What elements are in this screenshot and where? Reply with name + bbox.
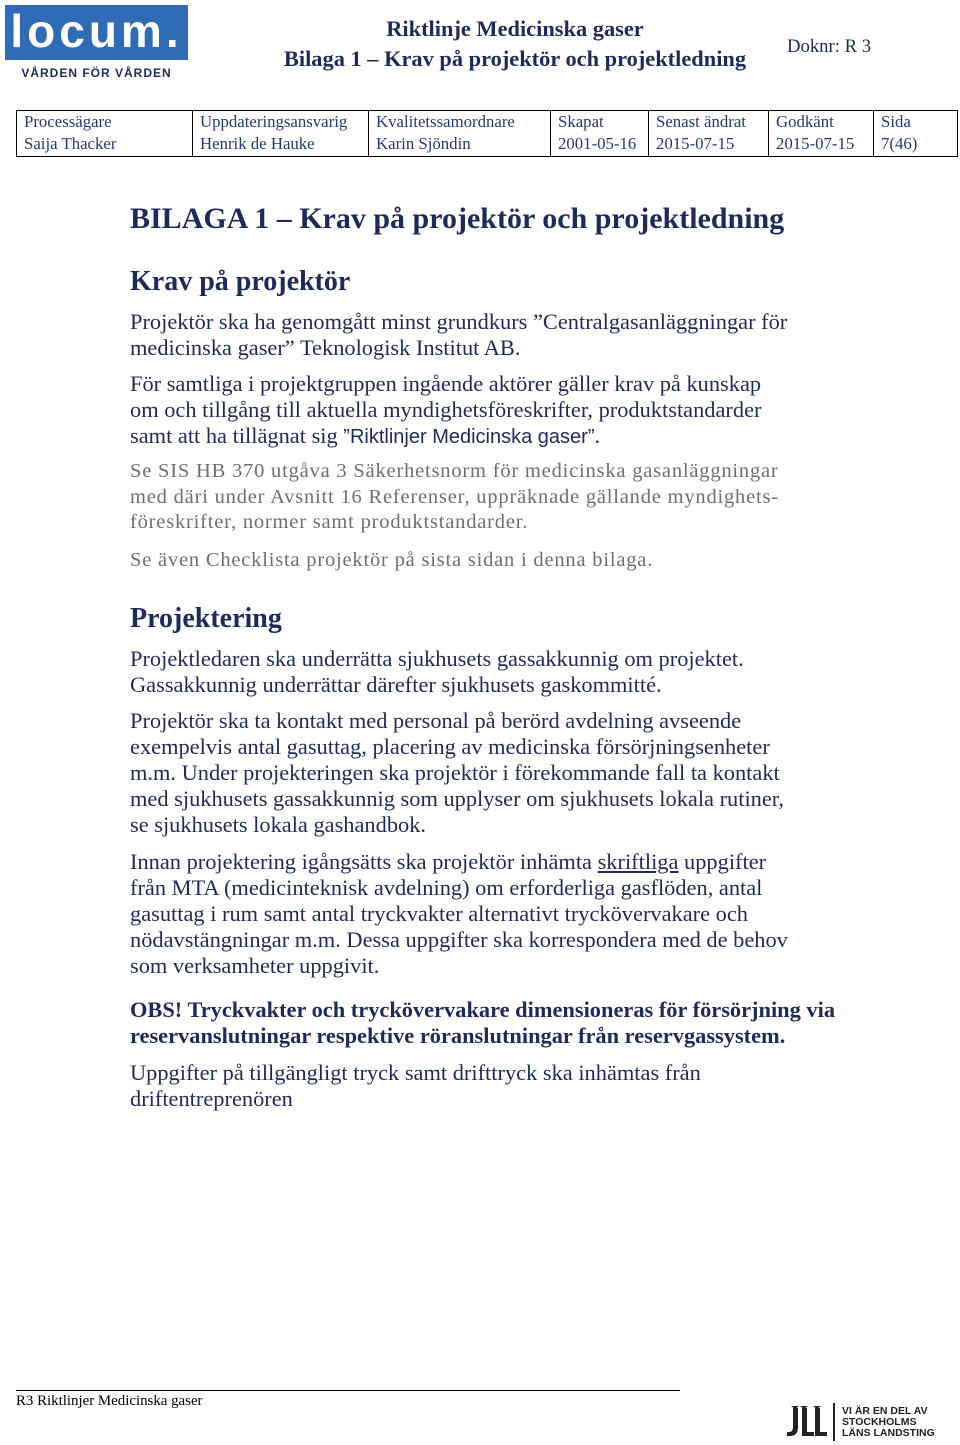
locum-logo [5,5,188,60]
text-line: Projektör ska ta kontakt med personal på berörd avdelning avseende [130,708,742,733]
text-line: gasuttag i rum samt antal tryckvakter alternativt tryckövervakare och [130,901,748,926]
meta-value: Saija Thacker [24,134,117,153]
text-line: med sjukhusets gassakkunnig som upplyser om sjukhusets lokala rutiner, [130,786,784,811]
section-heading-projektering: Projektering [130,603,282,634]
logo-tagline: VÅRDEN FÖR VÅRDEN [21,66,172,80]
text-line: OBS! Tryckvakter och tryckövervakare dimensioneras för försörjning via [130,997,836,1022]
meta-value: 2001-05-16 [558,134,637,153]
meta-label: Skapat [558,112,604,131]
text-segment: samt att ha tillägnat sig [130,423,344,448]
paragraph-pressure-info [130,1060,701,1112]
meta-col-approved [768,111,873,156]
sll-logo-divider [833,1403,835,1441]
document-number: Doknr: R 3 [787,36,872,57]
text-line: medicinska gaser” Teknologisk Institut AB. [130,335,521,360]
sll-logo-mark-icon [786,1406,828,1438]
paragraph-obs-warning [130,997,835,1049]
text-segment: uppgifter [678,849,767,874]
sll-logo-text [842,1406,935,1439]
page-title: BILAGA 1 – Krav på projektör och projektledning [130,202,785,235]
text-line: nödavstängningar m.m. Dessa uppgifter ska korrespondera med de behov [130,927,788,952]
meta-label: Senast ändrat [656,112,746,131]
text-line [130,849,788,875]
text-line: Projektör ska ha genomgått minst grundkurs ”Centralgasanläggningar för [130,309,788,334]
underlined-word: skriftliga [597,849,679,874]
document-meta-table [16,110,958,157]
paragraph-course-requirement [130,309,787,361]
text-line: se sjukhusets lokala gashandbok. [130,812,427,837]
text-line: driftentreprenören [130,1086,293,1111]
text-line: exempelvis antal gasuttag, placering av medicinska försörjningsenheter [130,734,770,759]
meta-value: 2015-07-15 [776,134,855,153]
note-checklist [130,548,653,574]
meta-col-created [550,111,648,156]
logo-wordmark: locum. [10,5,183,57]
note-sis-reference [130,459,779,536]
text-line [130,423,761,449]
header-subtitle: Bilaga 1 – Krav på projektör och projektledning [283,46,747,71]
text-line: från MTA (medicinteknisk avdelning) om erforderliga gasflöden, antal [130,875,763,900]
meta-value: 2015-07-15 [656,134,735,153]
meta-label: Sida [881,112,911,131]
text-line: reservanslutningar respektive röranslutningar från reservgassystem. [130,1023,786,1048]
meta-col-quality-coordinator [368,111,550,156]
paragraph-mta-data [130,849,788,979]
paragraph-contact-staff [130,708,784,838]
text-line: Gassakkunnig underrättar därefter sjukhusets gaskommitté. [130,672,662,697]
sll-logo-line: STOCKHOLMS [842,1416,917,1428]
meta-value: Henrik de Hauke [200,134,315,153]
text-line: med däri under Avsnitt 16 Referenser, uppräknade gällande myndighets- [130,485,779,508]
meta-col-update-responsible [192,111,368,156]
meta-label: Kvalitetssamordnare [376,112,515,131]
meta-col-process-owner [17,111,192,156]
text-line: m.m. Under projekteringen ska projektör i förekommande fall ta kontakt [130,760,780,785]
text-line: Uppgifter på tillgängligt tryck samt drifttryck ska inhämtas från [130,1060,701,1085]
sll-logo-line: LÄNS LANDSTING [842,1427,935,1439]
meta-label: Godkänt [776,112,834,131]
header-title: Riktlinje Medicinska gaser [386,16,644,41]
meta-label: Processägare [24,112,112,131]
meta-col-page [873,111,957,156]
meta-value: 7(46) [881,134,918,153]
guideline-reference: ”Riktlinjer Medicinska gaser” [343,426,595,448]
meta-col-last-changed [648,111,768,156]
text-line: om och tillgång till aktuella myndighetsföreskrifter, produktstandarder [130,397,762,422]
meta-label: Uppdateringsansvarig [200,112,348,131]
text-segment: . [594,423,601,448]
text-line: som verksamheter uppgivit. [130,953,380,978]
text-line: Se SIS HB 370 utgåva 3 Säkerhetsnorm för medicinska gasanläggningar [130,460,779,482]
meta-value: Karin Sjöndin [376,134,471,153]
text-line: För samtliga i projektgruppen ingående aktörer gäller krav på kunskap [130,371,762,396]
footer-divider [16,1390,680,1391]
text-segment: Innan projektering igångsätts ska projektör inhämta [130,849,598,874]
text-line: Se även Checklista projektör på sista sidan i denna bilaga. [130,549,654,571]
paragraph-notify [130,646,744,698]
paragraph-knowledge-requirement [130,371,761,449]
footer-document-reference: R3 Riktlinjer Medicinska gaser [16,1393,203,1409]
text-line: föreskrifter, normer samt produktstandarder. [130,511,529,533]
section-heading-krav: Krav på projektör [130,266,351,297]
text-line: Projektledaren ska underrätta sjukhusets gassakkunnig om projektet. [130,646,744,671]
sll-logo-line: VI ÄR EN DEL AV [842,1405,928,1417]
